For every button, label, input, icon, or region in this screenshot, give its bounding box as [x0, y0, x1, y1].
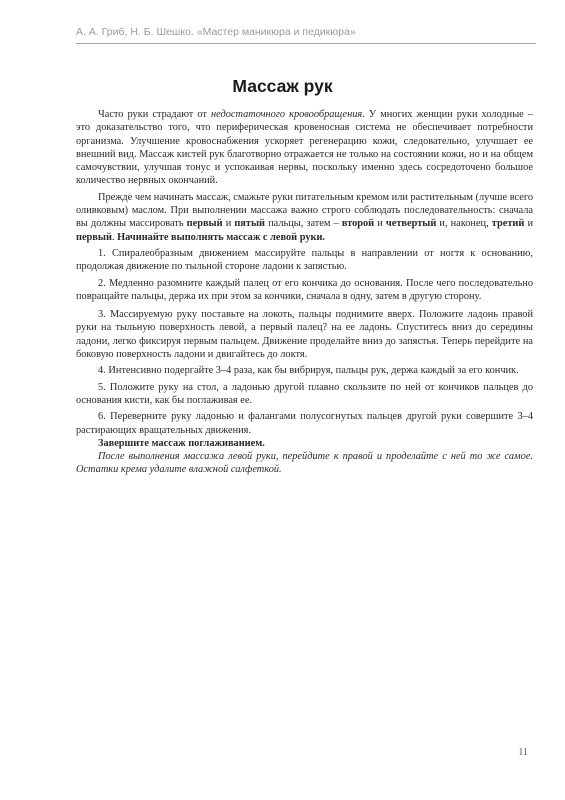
- bold-term: второй: [341, 218, 375, 230]
- intro-text: пальцы, затем –: [265, 218, 342, 230]
- step-6: 6. Переверните руку ладонью и фалангами полусогнутых пальцев другой руки совершите 3–4 растирающих вращательных движения.: [76, 411, 533, 436]
- closing-note: После выполнения массажа левой руки, перейдите к правой и проделайте с ней то же самое. Остатки крема удалите влажной салфеткой.: [76, 451, 533, 476]
- page-number: 11: [518, 747, 528, 758]
- body-text: [76, 108, 533, 477]
- intro-paragraph-1: [76, 108, 533, 188]
- intro-text: и: [374, 218, 386, 230]
- step-3: 3. Массируемую руку поставьте на локоть, пальцы поднимите вверх. Положите ладонь правой руки на тыльную поверхность левой, а первый палец? на ее ладонь. Спуститесь вниз до середины ладони, легко фиксируя первым пальцем. Движение проделайте вниз до запястья. Теперь перейдите на боковую поверхность ладони и двигайтесь до локтя.: [76, 309, 533, 361]
- page-title: Массаж рук: [232, 76, 333, 96]
- intro-text: и: [524, 218, 533, 230]
- bold-term: третий: [491, 218, 525, 230]
- header-divider: [76, 43, 536, 44]
- finish-instruction: Завершите массаж поглаживанием.: [98, 437, 265, 449]
- bold-term: первый: [186, 218, 223, 230]
- intro-text: и: [222, 218, 235, 230]
- intro-text: .: [111, 231, 118, 243]
- intro-text: Часто руки страдают от: [98, 109, 212, 120]
- step-5: 5. Положите руку на стол, а ладонью другой плавно скользите по ней от кончиков пальцев до основания кисти, как бы поглаживая ее.: [76, 381, 533, 406]
- bold-term: первый: [76, 231, 112, 243]
- bold-instruction: Начинайте выполнять массаж с левой руки.: [117, 231, 326, 243]
- intro-paragraph-2: [76, 191, 533, 244]
- intro-text: Прежде чем начинать массаж, смажьте руки питательным кремом или растительным (лучше всего оливковым) маслом. При выполнении массажа важно строго соблюдать последовательность: сначала вы должны массировать: [76, 191, 533, 230]
- emphasis-text: недостаточного кровообращения: [211, 109, 363, 120]
- running-header: А. А. Гриб, Н. Б. Шешко. «Мастер маникюра и педикюра»: [76, 26, 356, 38]
- bold-term: четвертый: [385, 218, 437, 230]
- bold-term: пятый: [234, 218, 266, 230]
- step-2: 2. Медленно разомните каждый палец от его кончика до основания. После чего последовательно повращайте пальцы, держа их при этом за кончики, сначала в одну, затем в другую сторону.: [76, 277, 533, 302]
- step-4: 4. Интенсивно подергайте 3–4 раза, как бы вибрируя, пальцы рук, держа каждый за его кончик.: [98, 365, 519, 377]
- intro-text: . У многих женщин руки холодные – это доказательство того, что периферическая кровеносная система не обеспечивает потребности организма. Улучшение кровоснабжения ускоряет регенерацию кожи, следовательно, улучшает ее внешний вид. Массаж кистей рук благотворно отражается не только на состоянии кожи, но и на общем самочувствии, улучшая тонус и успокаивая нервы, поскольку именно здесь сосредоточено большое количество нервных окончаний.: [76, 109, 533, 187]
- step-1: 1. Спиралеобразным движением массируйте пальцы в направлении от ногтя к основанию, продолжая движение по тыльной стороне ладони к запястью.: [76, 247, 533, 273]
- intro-text: и, наконец,: [436, 218, 492, 230]
